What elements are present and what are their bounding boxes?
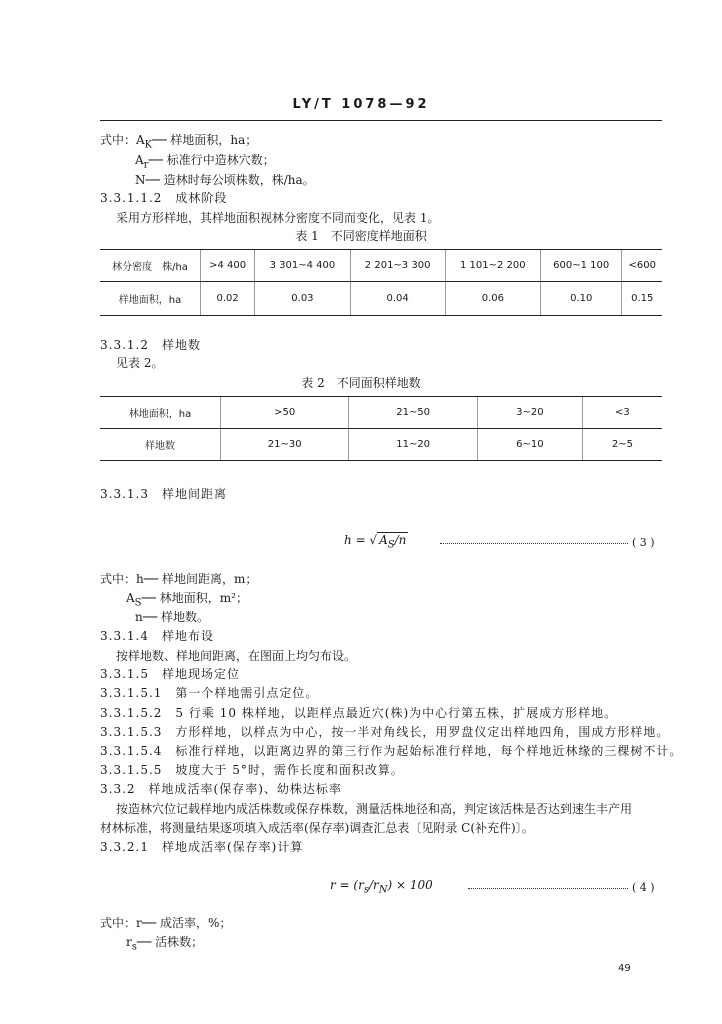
table2-col: 3~20 (477, 397, 582, 429)
section-3-3-1-2: 3.3.1.2 样地数 (100, 338, 201, 352)
table1-cell: 0.04 (350, 282, 445, 316)
eq3-lhs: h (344, 533, 352, 547)
paragraph-survival-2: 材林标准，将测量结果逐项填入成活率(保存率)调查汇总表〔见附录 C(补充件)〕。 (100, 821, 534, 835)
table2-header-label: 林地面积，ha (100, 397, 221, 429)
table2-cell: 6~10 (477, 429, 582, 461)
section-3-3-1-5-4: 3.3.1.5.4 标准行样地，以距离边界的第三行作为起始标准行样地，每个样地近林缘的三棵树不计。 (100, 744, 683, 758)
table2-cell: 11~20 (349, 429, 477, 461)
table2-caption: 表 2 不同面积样地数 (301, 376, 421, 390)
eq4-number: ( 4 ) (632, 881, 655, 894)
table1-col: 2 201~3 300 (350, 250, 445, 282)
formula-legend-ak: 式中：$A_K──$ 样地面积，ha； (100, 133, 258, 151)
table1-col: 1 101~2 200 (445, 250, 540, 282)
formula-legend-ar: $A_r──$ 标准行中造林穴数； (135, 153, 275, 171)
table2-col: >50 (221, 397, 349, 429)
paragraph-layout: 按样地数、样地间距离，在图面上均匀布设。 (116, 649, 357, 663)
table1-col: 3 301~4 400 (255, 250, 350, 282)
table2 (100, 396, 662, 461)
table1-cell: 0.15 (622, 282, 662, 316)
table1-caption: 表 1 不同密度样地面积 (295, 229, 427, 243)
table1-cell: 0.02 (201, 282, 255, 316)
table1-value-row (100, 282, 662, 316)
formula-legend-n2: n── 样地数。 (135, 610, 209, 624)
section-3-3-1-5-2: 3.3.1.5.2 5 行乘 10 株样地，以距样点最近穴(株)为中心行第五株，扩展成方形样地。 (100, 706, 618, 720)
formula-legend-r: 式中：r── 成活率，%； (100, 916, 232, 930)
section-3-3-1-5-5: 3.3.1.5.5 坡度大于 5°时，需作长度和面积改算。 (100, 763, 404, 777)
table2-col: <3 (582, 397, 662, 429)
eq3-radicand: $A_S/n$ (379, 533, 407, 551)
table1 (100, 249, 662, 316)
paragraph-square-plot: 采用方形样地，其样地面积视林分密度不同而变化，见表 1。 (116, 211, 440, 225)
table1-col: <600 (622, 250, 662, 282)
paragraph-survival-1: 按造林穴位记载样地内成活株数或保存株数，测量活株地径和高，判定该活株是否达到速生丰产用 (116, 802, 633, 816)
table2-cell: 21~30 (221, 429, 349, 461)
standard-header: LY/T 1078—92 (292, 97, 430, 112)
table2-row-label: 样地数 (100, 429, 221, 461)
table1-col: 600~1 100 (540, 250, 622, 282)
equation-3 (344, 534, 408, 550)
formula-legend-rs: $r_s──$ 活株数； (126, 935, 204, 953)
eq3-number: ( 3 ) (632, 536, 655, 549)
table2-value-row (100, 429, 662, 461)
table1-col: >4 400 (201, 250, 255, 282)
table2-header-row (100, 397, 662, 429)
eq4-leader-dots (468, 888, 628, 889)
table2-cell: 2~5 (582, 429, 662, 461)
table1-cell: 0.10 (540, 282, 622, 316)
section-3-3-2-1: 3.3.2.1 样地成活率(保存率)计算 (100, 840, 304, 854)
section-3-3-1-5-3: 3.3.1.5.3 方形样地，以样点为中心，按一半对角线长，用罗盘仪定出样地四角，围成方形样地。 (100, 725, 670, 739)
header-rule (100, 120, 662, 121)
eq3-leader-dots (440, 543, 628, 544)
section-3-3-1-4: 3.3.1.4 样地布设 (100, 629, 214, 643)
table1-row-label: 样地面积，ha (100, 282, 201, 316)
section-3-3-2: 3.3.2 样地成活率(保存率)、幼株达标率 (100, 782, 342, 796)
table1-header-row (100, 250, 662, 282)
table1-cell: 0.03 (255, 282, 350, 316)
formula-legend-h: 式中：h── 样地间距离，m； (100, 572, 258, 586)
section-3-3-1-1-2: 3.3.1.1.2 成林阶段 (100, 191, 228, 205)
section-3-3-1-3: 3.3.1.3 样地间距离 (100, 487, 227, 501)
table1-cell: 0.06 (445, 282, 540, 316)
see-table2: 见表 2。 (116, 356, 164, 370)
eq3-sqrt: = √ (355, 533, 378, 547)
equation-4: $r = (r_s/r_N) \times 100$ (330, 878, 433, 896)
table2-col: 21~50 (349, 397, 477, 429)
formula-legend-n: N── 造林时每公顷株数，株/ha。 (135, 173, 315, 187)
section-3-3-1-5: 3.3.1.5 样地现场定位 (100, 667, 240, 681)
section-3-3-1-5-1: 3.3.1.5.1 第一个样地需引点定位。 (100, 686, 319, 700)
page-number: 49 (618, 963, 631, 974)
table1-header-label: 林分密度 株/ha (100, 250, 201, 282)
formula-legend-as: $A_S──$ 林地面积，m²； (126, 591, 248, 609)
